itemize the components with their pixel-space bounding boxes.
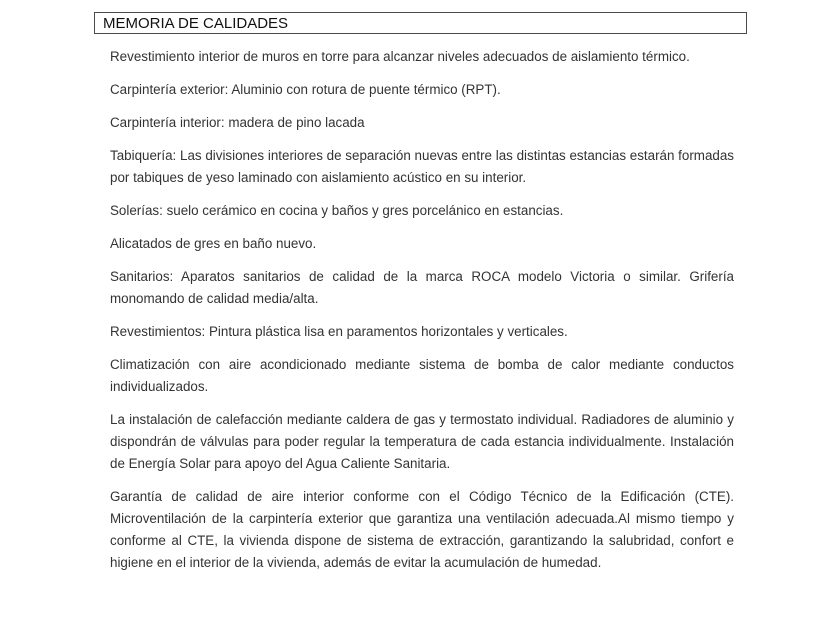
document-body <box>110 46 734 574</box>
paragraph-solerias: Solerías: suelo cerámico en cocina y baños y gres porcelánico en estancias. <box>110 203 564 218</box>
paragraph-calidad-aire: Garantía de calidad de aire interior conforme con el Código Técnico de la Edificación (CTE). Microventilación de la carpintería exterior que garantiza una ventilación adecuada.Al mismo tiempo y conforme al CTE, la vivienda dispone de sistema de extracción, garantizando la salubridad, confort e higiene en el interior de la vivienda, además de evitar la acumulación de humedad. <box>110 489 734 570</box>
paragraph-calefaccion: La instalación de calefacción mediante caldera de gas y termostato individual. Radiadores de aluminio y dispondrán de válvulas para poder regular la temperatura de cada estancia individualmente. Instalación de Energía Solar para apoyo del Agua Caliente Sanitaria. <box>110 412 734 471</box>
paragraph-revestimiento-muros: Revestimiento interior de muros en torre para alcanzar niveles adecuados de aislamiento térmico. <box>110 49 690 64</box>
paragraph-revestimientos: Revestimientos: Pintura plástica lisa en paramentos horizontales y verticales. <box>110 324 568 339</box>
paragraph-climatizacion: Climatización con aire acondicionado mediante sistema de bomba de calor mediante conductos individualizados. <box>110 357 734 394</box>
paragraph-tabiqueria: Tabiquería: Las divisiones interiores de separación nuevas entre las distintas estancias estarán formadas por tabiques de yeso laminado con aislamiento acústico en su interior. <box>110 148 734 185</box>
document-title: MEMORIA DE CALIDADES <box>94 12 747 34</box>
paragraph-sanitarios: Sanitarios: Aparatos sanitarios de calidad de la marca ROCA modelo Victoria o similar. Grifería monomando de calidad media/alta. <box>110 269 734 306</box>
paragraph-carpinteria-exterior: Carpintería exterior: Aluminio con rotura de puente térmico (RPT). <box>110 82 501 97</box>
paragraph-alicatados: Alicatados de gres en baño nuevo. <box>110 236 317 251</box>
paragraph-carpinteria-interior: Carpintería interior: madera de pino lacada <box>110 115 365 130</box>
